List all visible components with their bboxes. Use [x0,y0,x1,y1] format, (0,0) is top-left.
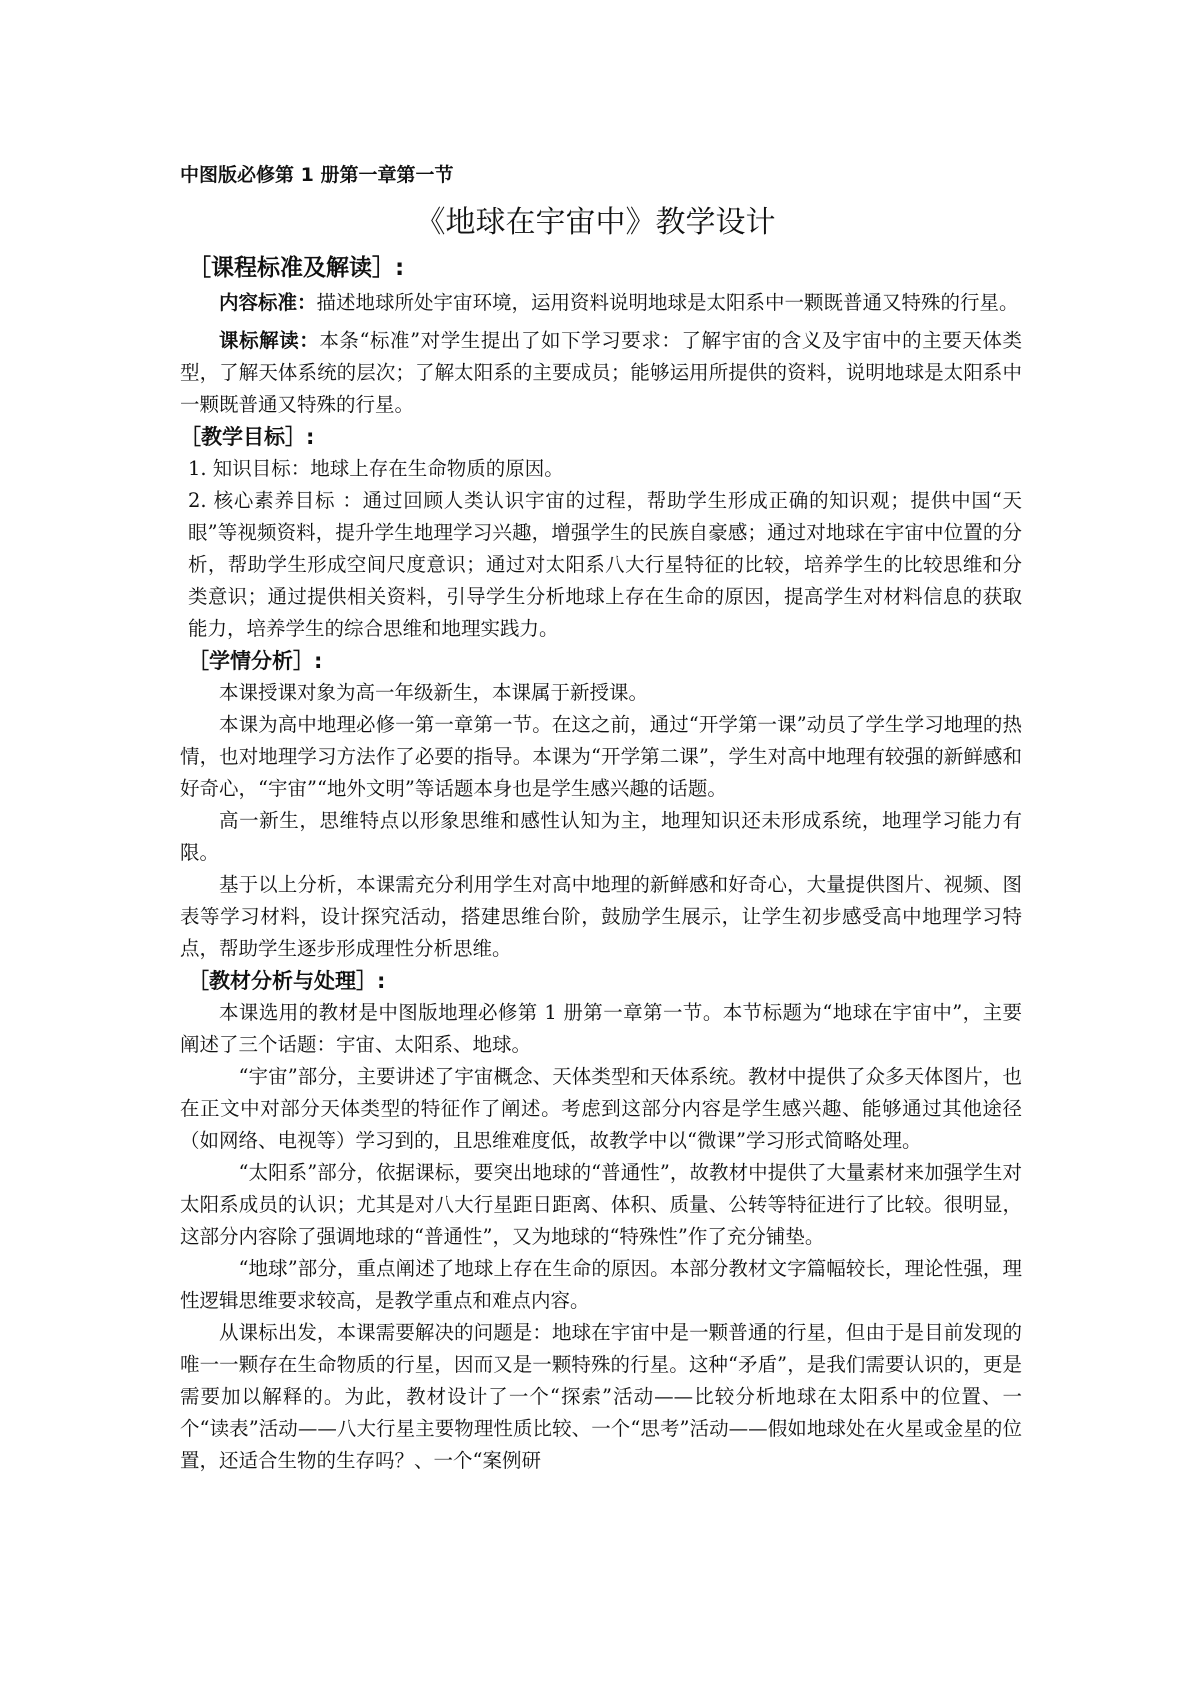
label-content-standard: 内容标准： [219,291,317,314]
label-standard-interpretation: 课标解读： [219,329,320,352]
students-paragraph-1: 本课授课对象为高一年级新生，本课属于新授课。 [219,681,649,704]
materials-paragraph-1: 本课选用的教材是中图版地理必修第 1 册第一章第一节。本节标题为“地球在宇宙中”，主要阐述了三个话题：宇宙、太阳系、地球。 [180,1001,1022,1056]
section-heading-students: ［学情分析］: [188,649,323,673]
materials-paragraph-2: “宇宙”部分，主要讲述了宇宙概念、天体类型和天体系统。教材中提供了众多天体图片，也在正文中对部分天体类型的特征作了阐述。考虑到这部分内容是学生感兴趣、能够通过其他途径（如网络、电视等）学习到的，且思维难度低，故教学中以“微课”学习形式简略处理。 [180,1065,1022,1152]
materials-paragraph-5: 从课标出发，本课需要解决的问题是：地球在宇宙中是一颗普通的行星，但由于是目前发现的唯一一颗存在生命物质的行星，因而又是一颗特殊的行星。这种“矛盾”，是我们需要认识的，更是需要加以解释的。为此，教材设计了一个“探索”活动——比较分析地球在太阳系中的位置、一个“读表”活动——八大行星主要物理性质比较、一个“思考”活动——假如地球处在火星或金星的位置，还适合生物的生存吗？、一个“案例研 [180,1321,1022,1472]
paragraph-standard-interpretation [180,325,1022,421]
text-content-standard: 描述地球所处宇宙环境，运用资料说明地球是太阳系中一颗既普通又特殊的行星。 [316,291,1019,314]
section-heading-standard: ［课程标准及解读］: [188,255,405,281]
section-heading-goals: ［教学目标］: [180,425,315,449]
students-paragraph-3: 高一新生，思维特点以形象思维和感性认知为主，地理知识还未形成系统，地理学习能力有限。 [180,809,1022,864]
students-paragraph-2: 本课为高中地理必修一第一章第一节。在这之前，通过“开学第一课”动员了学生学习地理的热情，也对地理学习方法作了必要的指导。本课为“开学第二课”，学生对高中地理有较强的新鲜感和好奇心，“宇宙”“地外文明”等话题本身也是学生感兴趣的话题。 [180,713,1022,800]
materials-paragraph-3: “太阳系”部分，依据课标，要突出地球的“普通性”，故教材中提供了大量素材来加强学生对太阳系成员的认识；尤其是对八大行星距日距离、体积、质量、公转等特征进行了比较。很明显，这部分内容除了强调地球的“普通性”，又为地球的“特殊性”作了充分铺垫。 [180,1161,1022,1248]
document-supertitle: 中图版必修第 1 册第一章第一节 [180,164,454,186]
document-body [180,252,1022,1477]
materials-paragraph-4: “地球”部分，重点阐述了地球上存在生命的原因。本部分教材文字篇幅较长，理论性强，理性逻辑思维要求较高，是教学重点和难点内容。 [180,1257,1022,1312]
text-standard-interpretation: 本条“标准”对学生提出了如下学习要求：了解宇宙的含义及宇宙中的主要天体类型，了解天体系统的层次；了解太阳系的主要成员；能够运用所提供的资料，说明地球是太阳系中一颗既普通又特殊的行星。 [180,329,1022,416]
students-paragraph-4: 基于以上分析，本课需充分利用学生对高中地理的新鲜感和好奇心，大量提供图片、视频、图表等学习材料，设计探究活动，搭建思维台阶，鼓励学生展示，让学生初步感受高中地理学习特点，帮助学生逐步形成理性分析思维。 [180,873,1022,960]
paragraph-content-standard [180,287,1022,319]
document-title: 《地球在宇宙中》教学设计 [415,205,776,240]
goal-item-2: 2. 核心素养目标 ：通过回顾人类认识宇宙的过程，帮助学生形成正确的知识观；提供中国“天眼”等视频资料，提升学生地理学习兴趣，增强学生的民族自豪感；通过对地球在宇宙中位置的分析，帮助学生形成空间尺度意识；通过对太阳系八大行星特征的比较，培养学生的比较思维和分类意识；通过提供相关资料，引导学生分析地球上存在生命的原因，提高学生对材料信息的获取能力，培养学生的综合思维和地理实践力。 [188,489,1022,640]
goal-item-1: 1. 知识目标：地球上存在生命物质的原因。 [188,457,564,480]
section-heading-materials: ［教材分析与处理］: [188,969,386,993]
